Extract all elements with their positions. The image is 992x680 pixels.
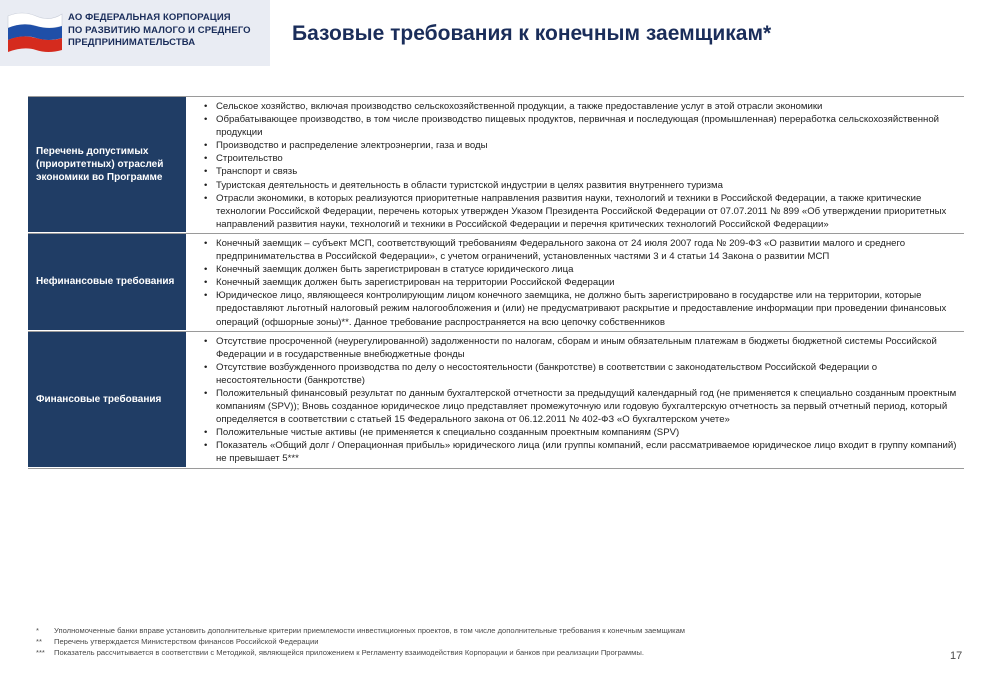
list-item: • Строительство <box>204 152 964 165</box>
list-item: • Отсутствие возбужденного производства по делу о несостоятельности (банкротстве) в соответствии с законодательством Российской Федерации о несостоятельности (банкротстве) <box>204 361 964 387</box>
logo-text <box>68 12 268 50</box>
russian-flag-icon <box>6 8 64 54</box>
bullet-list <box>204 237 964 329</box>
bullet-list <box>204 335 964 466</box>
logo-line: АО ФЕДЕРАЛЬНАЯ КОРПОРАЦИЯ <box>68 12 231 23</box>
footnote-text: Уполномоченные банки вправе установить дополнительные критерии приемлемости инвестиционных проектов, в том числе дополнительные требования к конечным заемщикам <box>54 626 686 635</box>
list-item: • Обрабатывающее производство, в том числе производство пищевых продуктов, первичная и последующая (промышленная) переработка сельскохозяйственной продукции <box>204 113 964 139</box>
footnote <box>36 625 936 636</box>
list-item: • Конечный заемщик должен быть зарегистрирован в статусе юридического лица <box>204 263 964 276</box>
logo-line: ПО РАЗВИТИЮ МАЛОГО И СРЕДНЕГО <box>68 24 251 36</box>
logo <box>0 0 270 66</box>
page-title: Базовые требования к конечным заемщикам* <box>292 22 772 45</box>
table-row <box>28 234 964 332</box>
row-label: Перечень допустимых (приоритетных) отраслей экономики во Программе <box>28 97 186 233</box>
table-row <box>28 96 964 234</box>
page-number: 17 <box>950 650 963 662</box>
footnotes <box>36 625 936 658</box>
list-item: • Отрасли экономики, в которых реализуются приоритетные направления развития науки, технологий и техники в Российской Федерации, а также критические технологии Российской Федерации, перечень которых утвержден Указом Президента Российской Федерации от 07.07.2011 № 899 «Об утверждении приоритетных направлений развития науки, технологий и техники в Российской Федерации и перечня критических технологий Российской Федерации» <box>204 192 964 231</box>
logo-line: ПРЕДПРИНИМАТЕЛЬСТВА <box>68 37 196 48</box>
table-row <box>28 332 964 469</box>
footnote-text: Перечень утверждается Министерством финансов Российской Федерации <box>54 637 319 646</box>
row-label: Финансовые требования <box>28 332 186 468</box>
row-content <box>186 332 964 468</box>
row-content <box>186 234 964 331</box>
requirements-table <box>28 96 964 469</box>
list-item: • Конечный заемщик должен быть зарегистрирован на территории Российской Федерации <box>204 276 964 289</box>
list-item: • Отсутствие просроченной (неурегулированной) задолженности по налогам, сборам и иным обязательным платежам в бюджеты бюджетной системы Российской Федерации и в государственные внебюджетные фонды <box>204 335 964 361</box>
list-item: • Сельское хозяйство, включая производство сельскохозяйственной продукции, а также предоставление услуг в этой отрасли экономики <box>204 100 964 113</box>
footnote-mark: * <box>36 626 39 635</box>
list-item: • Производство и распределение электроэнергии, газа и воды <box>204 139 964 152</box>
list-item: • Юридическое лицо, являющееся контролирующим лицом конечного заемщика, не должно быть зарегистрировано в государстве или на территории, которые предоставляют льготный налоговый режим налогообложения и (или) не предусматривают раскрытие и предоставление информации при проведении финансовых операций (офшорные зоны)**. Данное требование распространяется на всю цепочку собственников <box>204 289 964 328</box>
list-item: • Положительный финансовый результат по данным бухгалтерской отчетности за предыдущий календарный год (не применяется к специально созданным проектным компаниям (SPV)); Вновь созданное юридическое лицо представляет промежуточную или годовую бухгалтерскую отчетность за первый отчетный период, который определяется в соответствии с статьей 15 Федерального закона от 06.12.2011 № 402-ФЗ «О бухгалтерском учете» <box>204 387 964 426</box>
row-content <box>186 97 964 233</box>
list-item: • Транспорт и связь <box>204 165 964 178</box>
footnote <box>36 647 936 658</box>
list-item: • Конечный заемщик – субъект МСП, соответствующий требованиям Федерального закона от 24 июля 2007 года № 209-ФЗ «О развитии малого и среднего предпринимательства в Российской Федерации», с учетом ограничений, установленных частями 3 и 4 статьи 14 Закона о развитии МСП <box>204 237 964 263</box>
list-item: • Положительные чистые активы (не применяется к специально созданным проектным компаниям (SPV) <box>204 426 964 439</box>
list-item: • Туристская деятельность и деятельность в области туристской индустрии в целях развития внутреннего туризма <box>204 179 964 192</box>
row-label: Нефинансовые требования <box>28 234 186 331</box>
bullet-list <box>204 100 964 231</box>
footnote-mark: *** <box>36 648 45 657</box>
footnote-mark: ** <box>36 637 42 646</box>
list-item: • Показатель «Общий долг / Операционная прибыль» юридического лица (или группы компаний, если рассматриваемое юридическое лицо входит в группу компаний) не превышает 5*** <box>204 439 964 465</box>
footnote-text: Показатель рассчитывается в соответствии с Методикой, являющейся приложением к Регламенту взаимодействия Корпорации и банков при реализации Программы. <box>54 648 644 657</box>
footnote <box>36 636 936 647</box>
